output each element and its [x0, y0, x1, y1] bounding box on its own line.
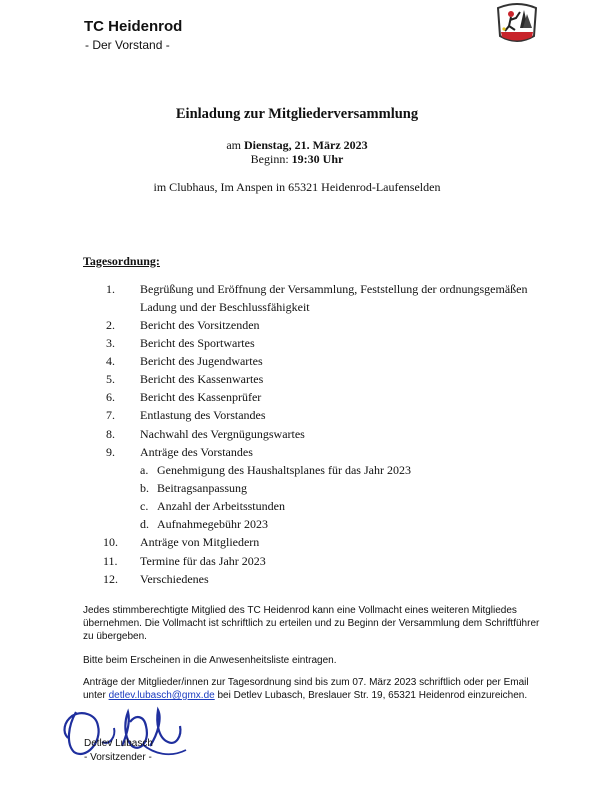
date-prefix: am	[226, 138, 244, 152]
agenda-item-text: Bericht des Jugendwartes	[140, 354, 263, 368]
subitem-letter: c.	[140, 499, 149, 513]
subitem-letter: d.	[140, 517, 149, 531]
time-line	[0, 152, 594, 167]
agenda-number: 10.	[103, 535, 118, 549]
agenda-item-text: Nachwahl des Vergnügungswartes	[140, 427, 305, 441]
org-subtitle: - Der Vorstand -	[85, 38, 170, 52]
subitem-text: Aufnahmegebühr 2023	[157, 517, 268, 531]
signatory-role: - Vorsitzender -	[84, 752, 152, 763]
agenda-heading: Tagesordnung:	[83, 254, 160, 268]
proxy-note-line: Jedes stimmberechtigte Mitglied des TC Heidenrod kann eine Vollmacht eines weiteren Mitgliedes	[83, 605, 517, 616]
agenda-item-text: Verschiedenes	[140, 572, 209, 586]
email-link[interactable]: detlev.lubasch@gmx.de	[108, 690, 215, 701]
proxy-note-line: übernehmen. Die Vollmacht ist schriftlich zu erteilen und zu Beginn der Versammlung dem Schriftführer	[83, 618, 540, 629]
subitem-text: Genehmigung des Haushaltsplanes für das Jahr 2023	[157, 463, 411, 477]
date-line	[0, 138, 594, 153]
agenda-item-text: Bericht des Vorsitzenden	[140, 318, 260, 332]
club-logo-icon	[494, 2, 540, 46]
time-prefix: Beginn:	[250, 152, 292, 166]
agenda-item-text: Anträge des Vorstandes	[140, 445, 253, 459]
agenda-number: 7.	[106, 408, 115, 422]
meeting-date: Dienstag, 21. März 2023	[244, 138, 368, 152]
subitem-text: Anzahl der Arbeitsstunden	[157, 499, 285, 513]
attendance-note: Bitte beim Erscheinen in die Anwesenheitsliste eintragen.	[83, 655, 337, 666]
meeting-place: im Clubhaus, Im Anspen in 65321 Heidenrod-Laufenselden	[153, 180, 441, 194]
agenda-item-text: Bericht des Sportwartes	[140, 336, 255, 350]
agenda-number: 4.	[106, 354, 115, 368]
motions-note-line: Anträge der Mitglieder/innen zur Tagesordnung sind bis zum 07. März 2023 schriftlich oder per Email	[83, 677, 529, 688]
org-name: TC Heidenrod	[84, 18, 183, 35]
agenda-number: 11.	[103, 554, 118, 568]
subitem-text: Beitragsanpassung	[157, 481, 247, 495]
agenda-item-text: Bericht des Kassenwartes	[140, 372, 264, 386]
agenda-number: 3.	[106, 336, 115, 350]
motions-suffix: bei Detlev Lubasch, Breslauer Str. 19, 65321 Heidenrod einzureichen.	[214, 690, 528, 701]
subitem-letter: b.	[140, 481, 149, 495]
signatory-name: Detlev Lubasch	[84, 738, 153, 749]
agenda-number: 2.	[106, 318, 115, 332]
agenda-number: 9.	[106, 445, 115, 459]
agenda-number: 1.	[106, 282, 115, 296]
agenda-number: 12.	[103, 572, 118, 586]
subitem-letter: a.	[140, 463, 149, 477]
motions-note-line	[83, 690, 527, 703]
motions-prefix: unter	[83, 690, 109, 701]
proxy-note-line: zu übergeben.	[83, 631, 147, 642]
agenda-item-text: Entlastung des Vorstandes	[140, 408, 266, 422]
agenda-item-text: Ladung und der Beschlussfähigkeit	[140, 300, 310, 314]
invitation-title: Einladung zur Mitgliederversammlung	[175, 106, 419, 122]
agenda-item-text: Begrüßung und Eröffnung der Versammlung, Feststellung der ordnungsgemäßen	[140, 282, 528, 296]
agenda-number: 8.	[106, 427, 115, 441]
agenda-number: 5.	[106, 372, 115, 386]
agenda-number: 6.	[106, 390, 115, 404]
agenda-item-text: Bericht des Kassenprüfer	[140, 390, 262, 404]
meeting-time: 19:30 Uhr	[291, 152, 344, 166]
agenda-item-text: Anträge von Mitgliedern	[140, 535, 260, 549]
agenda-item-text: Termine für das Jahr 2023	[140, 554, 266, 568]
